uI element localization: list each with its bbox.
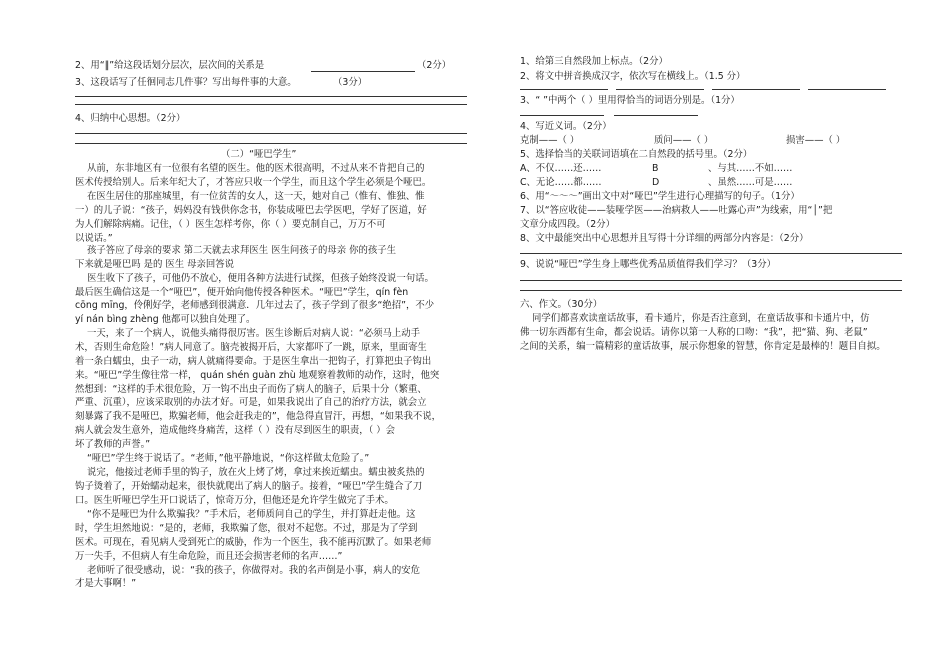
right-question-6: 6、用“～～～”画出文中对“哑巴”学生进行心理描写的句子。（1分）	[520, 191, 800, 202]
answer-blank-pinyin-4[interactable]	[808, 89, 886, 90]
right-question-4: 4、写近义词。（2分）	[520, 121, 612, 132]
passage-line: 在医生居住的那座城里，有一位贫苦的女人，这一天，她对自己（惟有、惟独、惟	[87, 191, 425, 202]
passage-line: 老师听了很受感动，说：“我的孩子，你做得对。我的名声倒是小事，病人的安危	[87, 565, 420, 576]
answer-line-q3-2[interactable]	[75, 104, 467, 105]
passage-line: 最后医生确信这是一个“哑巴”，便开始向他传授各种医术。“哑巴”学生，qín fèn	[75, 287, 409, 298]
composition-line: 同学们都喜欢读童话故事，看卡通片，你是否注意到，在童话故事和卡通片中，仿	[532, 313, 870, 324]
composition-line: 之间的关系，编一篇精彩的童话故事，展示你想象的智慧，你肯定是最棒的！题目自拟。	[520, 341, 886, 352]
answer-blank-pinyin-1[interactable]	[520, 89, 608, 90]
option-c: C、无论……都……	[520, 177, 602, 188]
answer-blank-q2[interactable]	[311, 71, 415, 72]
composition-line: 佛一切东西都有生命，都会说话。请你以第一人称的口吻：“我”，把“猫、狗、老鼠”	[520, 327, 868, 338]
passage-line: yí nán bìng zhèng 他都可以独自处理了。	[75, 314, 256, 325]
answer-line-q4-1[interactable]	[75, 133, 467, 134]
passage-line: 医生收下了孩子，可他仍不放心，便用各种方法进行试探，但孩子始终没说一句话。	[87, 273, 434, 284]
question-2-score: （2分）	[417, 60, 452, 71]
answer-line-q4-2[interactable]	[75, 143, 467, 144]
right-question-5: 5、选择恰当的关联词语填在二自然段的括号里。（2分）	[520, 149, 753, 160]
answer-line-q3-1[interactable]	[75, 96, 467, 97]
passage-line: 病人就会发生意外，造成他终身痛苦，这样（ ）没有尽到医生的职责，（ ）会	[75, 425, 396, 436]
passage-line: “你不是哑巴为什么欺骗我？”手术后，老师质问自己的学生，并打算赶走他。这	[87, 509, 416, 520]
passage-line: 然想到：“这样的手术很危险，万一钩不出虫子而伤了病人的脑子，后果十分（繁重、	[75, 384, 427, 395]
right-question-9: 9、说说“哑巴”学生身上哪些优秀品质值得我们学习？（3分）	[520, 259, 777, 270]
right-question-2: 2、将文中拼音换成汉字，依次写在横线上。（1.5 分）	[520, 71, 746, 82]
passage-line: 医术传授给别人。后来年纪大了，才答应只收一个学生，而且这个学生必须是个哑巴。	[75, 177, 432, 188]
passage-line: 为人们解除病痛。记住，（ ）医生怎样考你，你（ ）要克制自己，万万不可	[75, 219, 386, 230]
answer-line-q8[interactable]	[520, 253, 902, 254]
passage-line: “哑巴”学生终于说话了。“老师，”他平静地说，“你这样做太危险了。”	[87, 453, 370, 464]
passage-line: 孩子答应了母亲的要求 第二天就去求拜医生 医生问孩子的母亲 你的孩子生	[87, 245, 396, 256]
question-3-score: （3分）	[333, 77, 368, 88]
question-2: 2、用“‖”给这段话划分层次，层次间的关系是	[75, 60, 265, 71]
passage-line: 一天，来了一个病人，说他头痛得很厉害。医生诊断后对病人说：“必须马上动手	[87, 328, 420, 339]
section-title: （二）“哑巴学生”	[221, 149, 297, 160]
synonym-item: 质问——（ ）	[654, 135, 714, 146]
right-question-1: 1、给第三自然段加上标点。（2分）	[520, 56, 668, 67]
passage-line: 钩子烫着了，开始蠕动起来，很快就爬出了病人的脑子。接着，“哑巴”学生缝合了刀	[75, 481, 423, 492]
composition-heading: 六、作文。（30分）	[520, 299, 603, 310]
answer-blank-q3-1[interactable]	[520, 115, 604, 116]
passage-line: 说完，他接过老师手里的钩子，放在火上烤了烤，拿过来挨近蠕虫。蠕虫被炙热的	[87, 467, 425, 478]
question-4: 4、归纳中心思想。（2分）	[75, 113, 186, 124]
answer-line-q9-1[interactable]	[520, 280, 902, 281]
option-a: A、不仅……还……	[520, 163, 602, 174]
passage-line: 以说话。”	[75, 233, 113, 244]
answer-blank-pinyin-2[interactable]	[616, 89, 704, 90]
answer-blank-q3-2[interactable]	[614, 115, 698, 116]
passage-line: 口。医生听哑巴学生开口说话了，惊奇万分，但他还是允许学生做完了手术。	[75, 495, 394, 506]
passage-line: 术，否则生命危险！”病人同意了。脑壳被揭开后，大家都吓了一跳，原来，里面寄生	[75, 342, 427, 353]
right-question-3: 3、“ ”中两个（ ）里用得恰当的词语分别是。（1分）	[520, 95, 740, 106]
passage-line: cōng mīng，伶俐好学，老师感到很满意．几年过去了，孩子学到了很多“绝招”，不少	[75, 300, 435, 311]
option-b: 、与其……不如……	[708, 163, 793, 174]
synonym-item: 克制——（ ）	[520, 135, 580, 146]
right-question-8: 8、文中最能突出中心思想并且写得十分详细的两部分内容是：（2分）	[520, 233, 809, 244]
passage-line: 来。“哑巴”学生像往常一样， quán shén guàn zhù 地观察着教师的动作，这时，他突	[75, 370, 440, 381]
passage-line: 才是大事啊！”	[75, 578, 137, 589]
passage-line: 严重、沉重），应该采取别的办法才好。可是，如果我说出了自己的治疗方法，就会立	[75, 397, 427, 408]
right-question-7: 7、以“答应收徒——装哑学医——治病救人——吐露心声”为线索，用“│”把	[520, 205, 833, 216]
passage-line: 一）的儿子说：“孩子，妈妈没有钱供你念书，你装成哑巴去学医吧，学好了医道，好	[75, 205, 427, 216]
answer-blank-pinyin-3[interactable]	[712, 89, 800, 90]
passage-line: 万一失手，不但病人有生命危险，而且还会损害老师的名声……”	[75, 551, 343, 562]
passage-line: 从前，东非地区有一位很有名望的医生。他的医术很高明，不过从来不肯把自己的	[87, 163, 425, 174]
synonym-item: 损害——（ ）	[786, 135, 846, 146]
right-question-7-cont: 文章分成四段。（2分）	[520, 219, 616, 230]
passage-line: 坏了教师的声誉。”	[75, 439, 151, 450]
passage-line: 医术。可现在，看见病人受到死亡的威胁，作为一个医生，我不能再沉默了。如果老师	[75, 537, 432, 548]
passage-line: 下来就是哑巴吗 是的 医生 母亲回答说	[75, 259, 234, 270]
passage-line: 时，学生坦然地说：“是的，老师，我欺骗了您，很对不起您。不过，那是为了学到	[75, 523, 418, 534]
passage-line: 刻暴露了我不是哑巴，欺骗老师，他会赶我走的”，他急得直冒汗，再想，“如果我不说，	[75, 411, 441, 422]
question-3: 3、这段话写了任徊同志几件事？写出每件事的大意。	[75, 77, 297, 88]
option-d-letter: D	[652, 177, 660, 188]
option-d: 、虽然……可是……	[708, 177, 793, 188]
answer-line-q9-2[interactable]	[520, 290, 902, 291]
passage-line: 着一条白蠕虫，虫子一动，病人就痛得要命。于是医生拿出一把钩子，打算把虫子钩出	[75, 356, 432, 367]
option-b-letter: B	[652, 163, 659, 174]
